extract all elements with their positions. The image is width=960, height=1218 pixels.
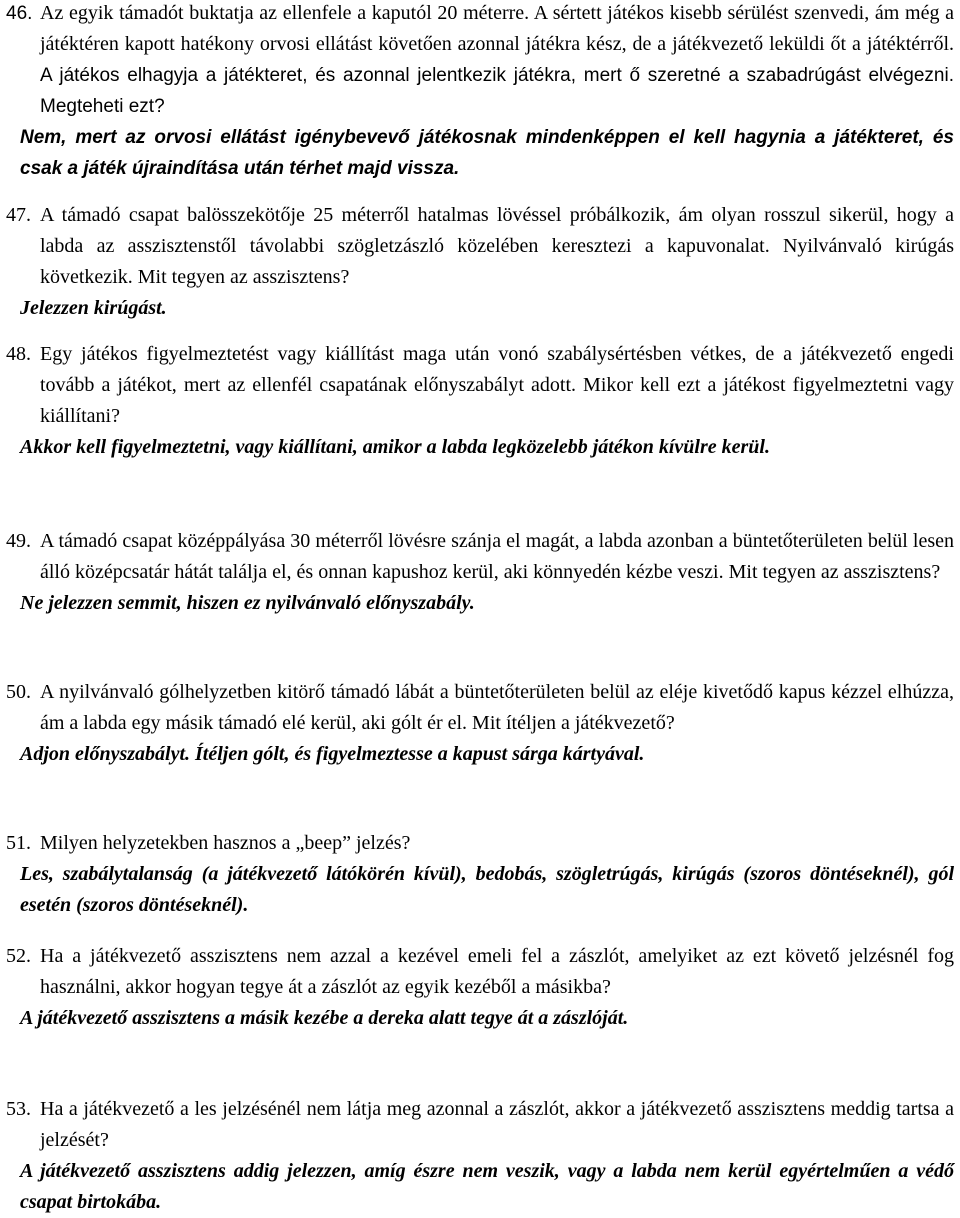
question-text-part-2: A játékos elhagyja a játékteret, és azonnal jelentkezik játékra, mert ő szeretné a szabadrúgást elvégezni. Megteheti ezt? xyxy=(40,65,954,117)
question-text: A támadó csapat középpályása 30 méterről lövésre szánja el magát, a labda azonban a büntetőterületen belül lesen álló középcsatár hátát találja el, és onnan kapushoz kerül, aki könnyedén kézbe veszi. Mit tegyen az asszisztens? xyxy=(40,530,954,583)
question-text: Milyen helyzetekben hasznos a „beep” jelzés? xyxy=(40,832,411,854)
question-52 xyxy=(6,941,954,1003)
question-number: 46. xyxy=(6,3,33,24)
answer-46: Nem, mert az orvosi ellátást igénybevevő játékosnak mindenképpen el kell hagynia a játékteret, és csak a játék újraindítása után térhet majd vissza. xyxy=(20,127,954,179)
question-number: 49. xyxy=(6,530,31,552)
question-53 xyxy=(6,1094,954,1156)
question-number: 53. xyxy=(6,1098,31,1120)
question-block-52 xyxy=(6,941,954,1034)
question-block-51 xyxy=(6,828,954,921)
question-text: A nyilvánvaló gólhelyzetben kitörő támadó lábát a büntetőterületen belül az eléje kivetődő kapus kézzel elhúzza, ám a labda egy másik támadó elé kerül, aki gólt ér el. Mit ítéljen a játékvezető? xyxy=(40,681,954,734)
question-47 xyxy=(6,200,954,293)
answer-53: A játékvezető asszisztens addig jelezzen, amíg észre nem veszik, vagy a labda nem kerül egyértelműen a védő csapat birtokába. xyxy=(20,1160,954,1213)
answer-48: Akkor kell figyelmeztetni, vagy kiállítani, amikor a labda legközelebb játékon kívülre kerül. xyxy=(20,436,770,458)
question-text xyxy=(40,0,954,122)
question-block-46 xyxy=(6,0,954,184)
question-text-part-1: Az egyik támadót buktatja az ellenfele a kaputól 20 méterre. A sértett játékos kisebb sérülést szenvedi, ám még a játéktéren kapott hatékony orvosi ellátást követően azonnal játékra kész, de a játékvezető leküldi őt a játéktérről. xyxy=(40,2,954,55)
question-block-48 xyxy=(6,339,954,463)
question-number: 48. xyxy=(6,343,31,365)
question-48 xyxy=(6,339,954,432)
question-51 xyxy=(6,828,954,859)
question-text: Ha a játékvezető a les jelzésénél nem látja meg azonnal a zászlót, akkor a játékvezető asszisztens meddig tartsa a jelzését? xyxy=(40,1098,954,1151)
answer-47: Jelezzen kirúgást. xyxy=(20,297,167,319)
question-block-50 xyxy=(6,677,954,770)
answer-50: Adjon előnyszabályt. Ítéljen gólt, és figyelmeztesse a kapust sárga kártyával. xyxy=(20,743,645,765)
question-block-53 xyxy=(6,1094,954,1218)
question-number: 50. xyxy=(6,681,31,703)
question-number: 52. xyxy=(6,945,31,967)
question-49 xyxy=(6,526,954,588)
answer-49: Ne jelezzen semmit, hiszen ez nyilvánvaló előnyszabály. xyxy=(20,592,475,614)
question-block-47 xyxy=(6,200,954,324)
question-number: 51. xyxy=(6,832,31,854)
question-number: 47. xyxy=(6,204,31,226)
question-50 xyxy=(6,677,954,739)
question-text: Egy játékos figyelmeztetést vagy kiállítást maga után vonó szabálysértésben vétkes, de a játékvezető engedi tovább a játékot, mert az ellenfél csapatának előnyszabályt adott. Mikor kell ezt a játékost figyelmeztetni vagy kiállítani? xyxy=(40,343,954,427)
question-block-49 xyxy=(6,526,954,619)
question-text: Ha a játékvezető asszisztens nem azzal a kezével emeli fel a zászlót, amelyiket az ezt követő jelzésnél fog használni, akkor hogyan tegye át a zászlót az egyik kezéből a másikba? xyxy=(40,945,954,998)
answer-51: Les, szabálytalanság (a játékvezető látókörén kívül), bedobás, szögletrúgás, kirúgás (szoros döntéseknél), gól esetén (szoros döntéseknél). xyxy=(20,863,954,916)
question-46 xyxy=(6,0,954,122)
question-text: A támadó csapat balösszekötője 25 méterről hatalmas lövéssel próbálkozik, ám olyan rosszul sikerül, hogy a labda az asszisztenstől távolabbi szögletzászló közelében keresztezi a kapuvonalat. Nyilvánvaló kirúgás következik. Mit tegyen az asszisztens? xyxy=(40,204,954,288)
answer-52: A játékvezető asszisztens a másik kezébe a dereka alatt tegye át a zászlóját. xyxy=(20,1007,629,1029)
